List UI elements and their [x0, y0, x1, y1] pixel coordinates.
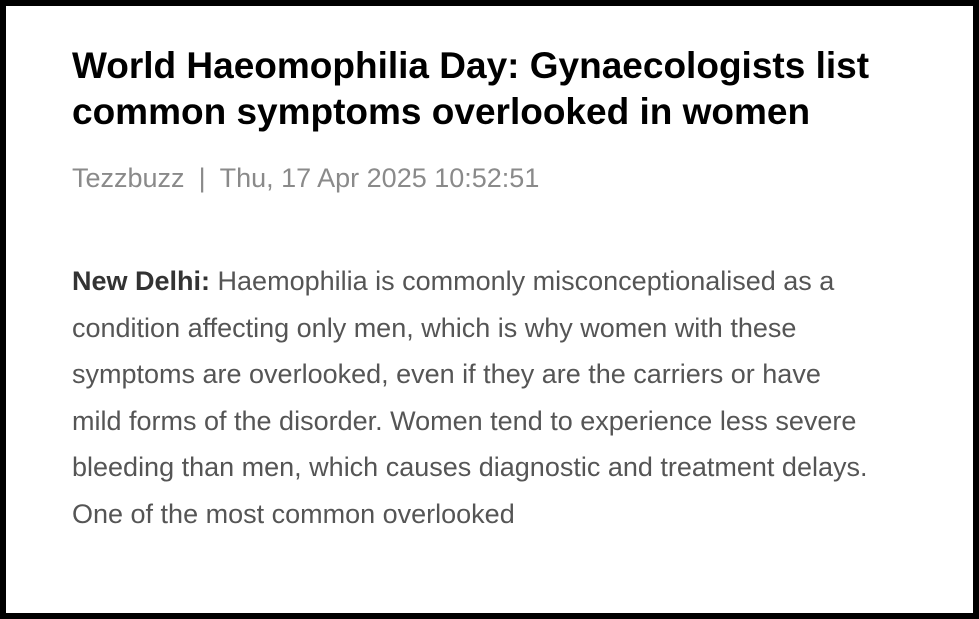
article-source: Tezzbuzz	[72, 163, 185, 193]
article-body	[72, 258, 872, 537]
article	[72, 43, 892, 564]
meta-separator: |	[198, 163, 206, 193]
article-meta	[72, 160, 892, 196]
article-dateline: New Delhi:	[72, 266, 211, 296]
article-headline: World Haeomophilia Day: Gynaecologists list common symptoms overlooked in women	[72, 45, 870, 132]
article-timestamp: Thu, 17 Apr 2025 10:52:51	[219, 163, 540, 193]
article-body-text: Haemophilia is commonly misconceptionalised as a condition affecting only men, which is why women with these symptoms are overlooked, even if they are the carriers or have mild forms of the disorder. Women tend to experience less severe bleeding than men, which causes diagnostic and treatment delays. One of the most common overlooked	[72, 266, 868, 529]
screenshot-frame	[6, 6, 973, 613]
